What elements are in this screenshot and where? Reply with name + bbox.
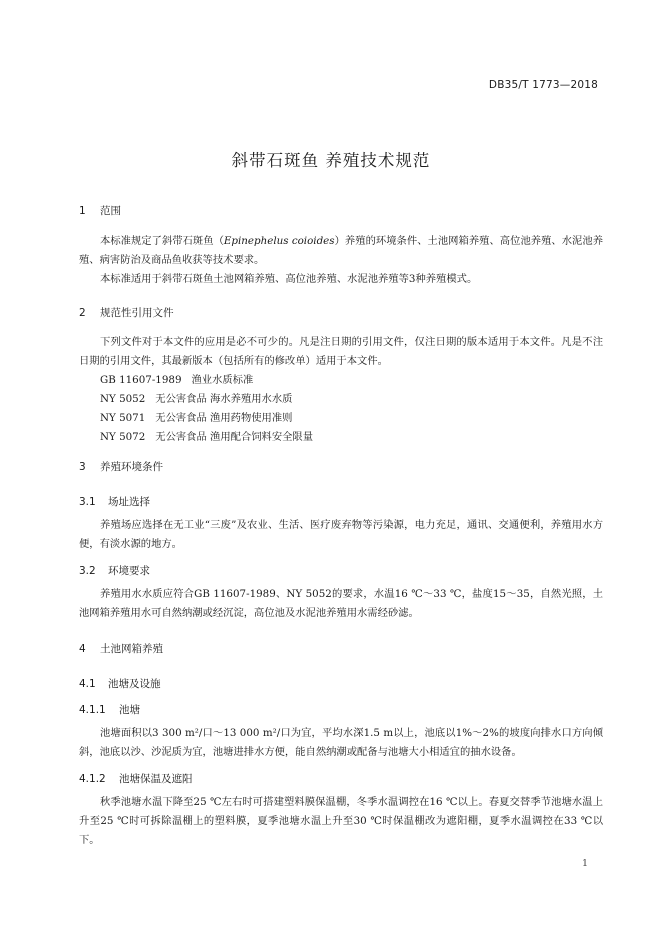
paragraph: 秋季池塘水温下降至25 ℃左右时可搭建塑料膜保温棚，冬季水温调控在16 ℃以上。春夏交替季节池塘水温上升至25 ℃时可拆除温棚上的塑料膜，夏季池塘水温上升至30 ℃时保温棚改为遮阳棚，夏季水温调控在33 ℃以下。: [79, 796, 603, 846]
reference-code: GB 11607-1989: [100, 374, 182, 386]
page-number: 1: [581, 858, 588, 869]
section-2-heading: [79, 305, 603, 320]
document-title: 斜带石斑鱼 养殖技术规范: [231, 151, 431, 170]
reference-item: [79, 428, 603, 447]
paragraph: 池塘面积以3 300 m²/口～13 000 m²/口为宜，平均水深1.5 m以上，池底以1%～2%的坡度向排水口方向倾斜，池底以沙、沙泥质为宜，池塘进排水方便，能自然纳潮或配备与池塘大小相适宜的抽水设备。: [79, 727, 603, 758]
section-number: 4: [79, 643, 86, 655]
reference-name: 无公害食品 海水养殖用水水质: [155, 393, 293, 405]
reference-code: NY 5052: [100, 393, 146, 405]
reference-list: [79, 371, 603, 447]
section-4-1-1-heading: [79, 702, 603, 717]
section-title: 环境要求: [108, 565, 150, 577]
section-title: 土池网箱养殖: [100, 643, 163, 655]
section-number: 2: [79, 307, 86, 319]
reference-item: [79, 371, 603, 390]
section-3-heading: [79, 459, 603, 474]
standard-code: DB35/T 1773—2018: [488, 79, 598, 91]
section-3-1-body: [79, 516, 603, 554]
section-2-body: [79, 333, 603, 371]
text-run: 本标准规定了斜带石斑鱼（: [100, 235, 224, 247]
reference-code: NY 5072: [100, 431, 146, 443]
section-1-heading: [79, 203, 603, 218]
section-number: 4.1: [79, 678, 96, 690]
section-title: 池塘及设施: [108, 678, 161, 690]
reference-name: 渔业水质标准: [191, 374, 254, 386]
section-number: 3: [79, 461, 86, 473]
section-number: 3.2: [79, 565, 96, 577]
section-1-body: [79, 232, 603, 289]
section-4-1-1-body: [79, 724, 603, 762]
section-4-1-2-heading: [79, 771, 603, 786]
section-number: 1: [79, 205, 86, 217]
section-title: 池塘: [119, 704, 140, 716]
reference-name: 无公害食品 渔用配合饲料安全限量: [155, 431, 314, 443]
section-number: 4.1.2: [79, 773, 106, 785]
paragraph: 养殖用水水质应符合GB 11607-1989、NY 5052的要求，水温16 ℃～33 ℃，盐度15～35，自然光照，土池网箱养殖用水可自然纳潮或经沉淀，高位池及水泥池养殖用水需经砂滤。: [79, 588, 603, 619]
paragraph: [79, 232, 603, 270]
latin-name: Epinephelus coioides: [223, 235, 335, 247]
text-run: ）养殖的环境条件、土池网箱养殖、高位池养殖、水泥池养殖、病害防治及商品鱼收获等技术要求。: [79, 235, 604, 266]
section-title: 范围: [100, 205, 121, 217]
section-3-2-heading: [79, 563, 603, 578]
reference-item: [79, 390, 603, 409]
section-4-heading: [79, 641, 603, 656]
section-title: 场址选择: [108, 496, 150, 508]
section-3-2-body: [79, 585, 603, 623]
paragraph: 养殖场应选择在无工业“三废”及农业、生活、医疗废弃物等污染源，电力充足，通讯、交通便利，养殖用水方便，有淡水源的地方。: [79, 519, 603, 550]
section-3-1-heading: [79, 494, 603, 509]
section-title: 规范性引用文件: [100, 307, 174, 319]
paragraph: 本标准适用于斜带石斑鱼土池网箱养殖、高位池养殖、水泥池养殖等3种养殖模式。: [100, 273, 478, 285]
section-4-1-2-body: [79, 793, 603, 850]
section-4-1-heading: [79, 676, 603, 691]
reference-name: 无公害食品 渔用药物使用准则: [155, 412, 293, 424]
section-title: 养殖环境条件: [100, 461, 163, 473]
section-number: 4.1.1: [79, 704, 106, 716]
section-number: 3.1: [79, 496, 96, 508]
section-title: 池塘保温及遮阳: [119, 773, 193, 785]
reference-code: NY 5071: [100, 412, 146, 424]
reference-item: [79, 409, 603, 428]
paragraph: 下列文件对于本文件的应用是必不可少的。凡是注日期的引用文件，仅注日期的版本适用于本文件。凡是不注日期的引用文件，其最新版本（包括所有的修改单）适用于本文件。: [79, 336, 603, 367]
